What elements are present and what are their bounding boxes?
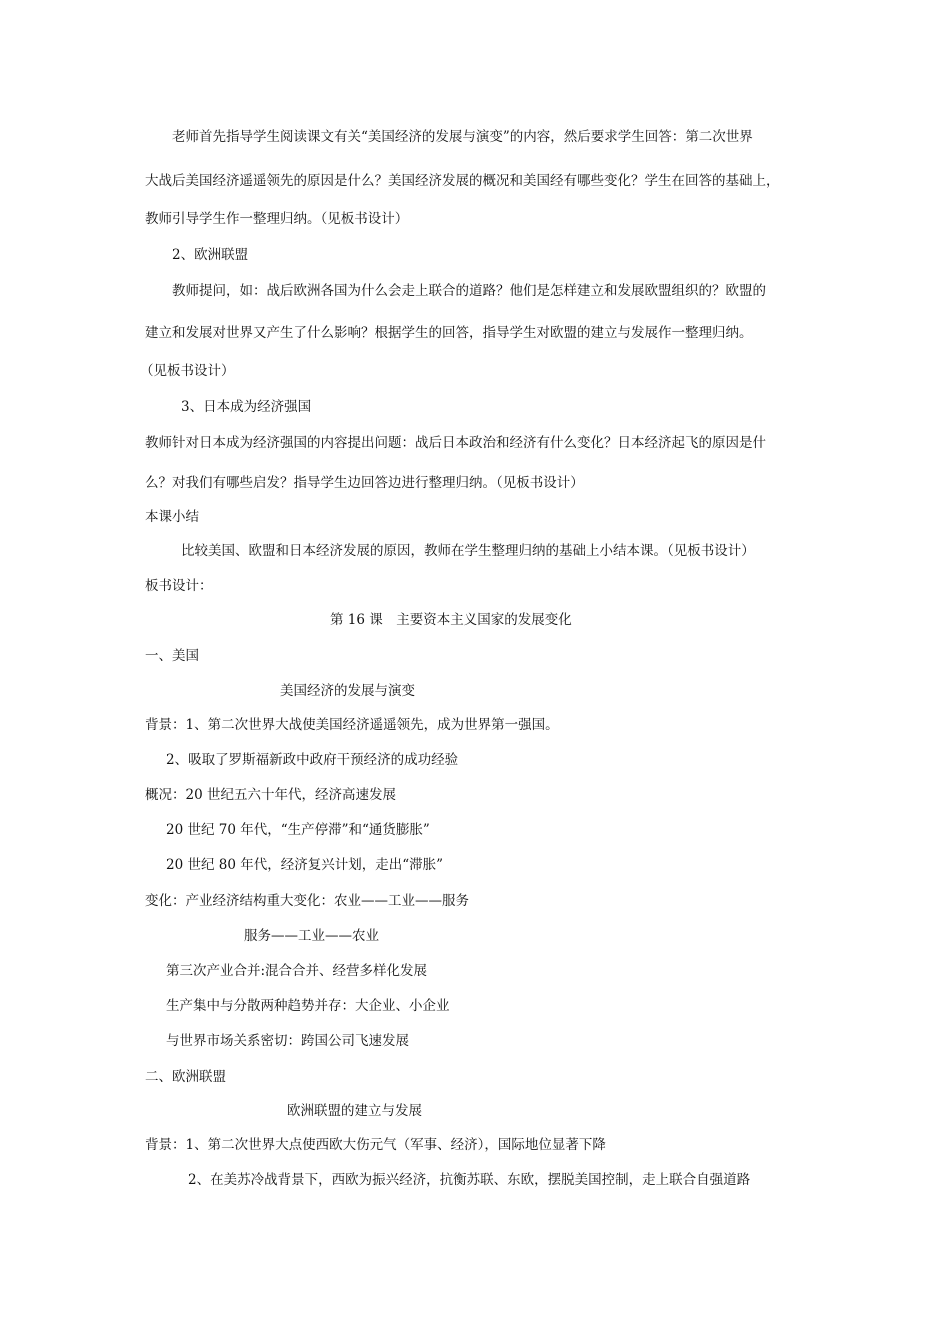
board-line: 服务——工业——农业 <box>244 928 379 944</box>
section-heading: 2、欧洲联盟 <box>172 247 249 263</box>
paragraph-line: 教师针对日本成为经济强国的内容提出问题：战后日本政治和经济有什么变化？日本经济起飞的原因是什 <box>145 435 766 451</box>
board-line: 背景：1、第二次世界大点使西欧大伤元气（军事、经济），国际地位显著下降 <box>145 1137 606 1153</box>
board-line: 背景：1、第二次世界大战使美国经济遥遥领先，成为世界第一强国。 <box>145 717 559 733</box>
paragraph-line: 么？对我们有哪些启发？指导学生边回答边进行整理归纳。（见板书设计） <box>145 475 584 491</box>
board-line: 变化：产业经济结构重大变化：农业——工业——服务 <box>145 893 469 909</box>
paragraph-line: 比较美国、欧盟和日本经济发展的原因，教师在学生整理归纳的基础上小结本课。（见板书设计） <box>181 543 755 559</box>
board-title: 第 16 课 主要资本主义国家的发展变化 <box>330 612 572 628</box>
section-heading: 本课小结 <box>145 509 199 525</box>
board-subheading: 欧洲联盟的建立与发展 <box>287 1103 422 1119</box>
board-line: 2、在美苏冷战背景下，西欧为振兴经济，抗衡苏联、东欧，摆脱美国控制，走上联合自强道路 <box>188 1172 751 1188</box>
board-line: 与世界市场关系密切：跨国公司飞速发展 <box>166 1033 409 1049</box>
board-line: 2、吸取了罗斯福新政中政府干预经济的成功经验 <box>166 752 459 768</box>
paragraph-line: （见板书设计） <box>140 363 235 379</box>
section-heading: 3、日本成为经济强国 <box>181 399 312 415</box>
paragraph-line: 教师提问，如：战后欧洲各国为什么会走上联合的道路？他们是怎样建立和发展欧盟组织的？欧盟的 <box>172 283 766 299</box>
section-heading: 板书设计： <box>145 578 213 594</box>
board-line: 概况：20 世纪五六十年代，经济高速发展 <box>145 787 396 803</box>
board-line: 生产集中与分散两种趋势并存：大企业、小企业 <box>166 998 450 1014</box>
board-line: 20 世纪 70 年代，“生产停滞”和“通货膨胀” <box>166 822 430 838</box>
board-heading: 一、美国 <box>145 648 199 664</box>
paragraph-line: 教师引导学生作一整理归纳。（见板书设计） <box>145 211 409 227</box>
board-subheading: 美国经济的发展与演变 <box>280 683 415 699</box>
board-line: 20 世纪 80 年代，经济复兴计划，走出“滞胀” <box>166 857 444 873</box>
paragraph-line: 大战后美国经济遥遥领先的原因是什么？美国经济发展的概况和美国经有哪些变化？学生在回答的基础上， <box>145 173 780 189</box>
paragraph-line: 建立和发展对世界又产生了什么影响？根据学生的回答，指导学生对欧盟的建立与发展作一整理归纳。 <box>145 325 753 341</box>
board-line: 第三次产业合并:混合合并、经营多样化发展 <box>166 963 428 979</box>
paragraph-line: 老师首先指导学生阅读课文有关“美国经济的发展与演变”的内容，然后要求学生回答：第二次世界 <box>172 129 753 145</box>
board-heading: 二、欧洲联盟 <box>145 1069 226 1085</box>
